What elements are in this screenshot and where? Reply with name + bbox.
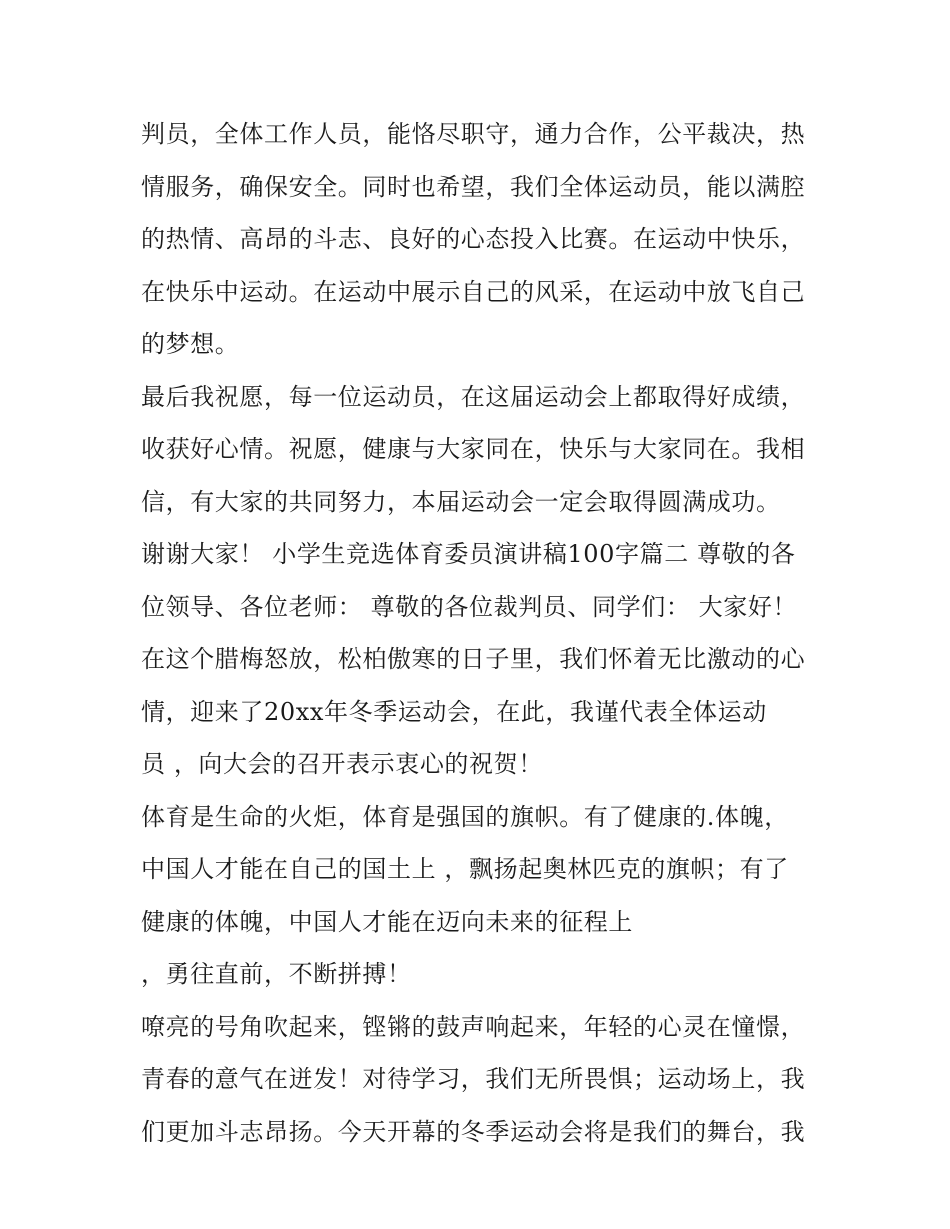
text-line: 的梦想。 [141,330,240,358]
text-line: 收获好心情。祝愿，健康与大家同在，快乐与大家同在。我相 [141,435,806,463]
text-line: 信，有大家的共同努力，本届运动会一定会取得圆满成功。 [141,487,781,516]
text-line: 们更加斗志昂扬。今天开幕的冬季运动会将是我们的舞台，我 [141,1117,806,1146]
text-line: 位领导、各位老师： 尊敬的各位裁判员、同学们： 大家好！ [141,592,798,621]
text-line: 健康的体魄，中国人才能在迈向未来的征程上 [141,907,633,936]
text-line: 情，迎来了20xx年冬季运动会，在此，我谨代表全体运动 [141,697,767,726]
text-line: 的热情、高昂的斗志、良好的心态投入比赛。在运动中快乐， [141,225,806,253]
text-line: 体育是生命的火炬，体育是强国的旗帜。有了健康的.体魄， [141,802,789,831]
text-line: 员 ，向大会的召开表示衷心的祝贺！ [141,750,543,778]
text-line: ，勇往直前，不断拼搏！ [141,960,412,988]
text-line: 青春的意气在迸发！对待学习，我们无所畏惧；运动场上，我 [141,1065,806,1093]
body-text [141,108,821,1158]
text-line: 中国人才能在自己的国土上 ，飘扬起奥林匹克的旗帜；有了 [141,855,789,883]
text-line: 判员，全体工作人员，能恪尽职守，通力合作，公平裁决，热 [141,120,806,148]
text-line: 谢谢大家！ 小学生竞选体育委员演讲稿100字篇二 尊敬的各 [141,540,796,568]
text-line: 最后我祝愿，每一位运动员，在这届运动会上都取得好成绩， [141,382,806,411]
text-line: 情服务，确保安全。同时也希望，我们全体运动员，能以满腔 [141,172,806,201]
text-line: 嘹亮的号角吹起来，铿锵的鼓声响起来，年轻的心灵在憧憬， [141,1012,806,1041]
text-line: 在快乐中运动。在运动中展示自己的风采，在运动中放飞自己 [141,277,806,306]
text-line: 在这个腊梅怒放，松柏傲寒的日子里，我们怀着无比激动的心 [141,645,806,673]
